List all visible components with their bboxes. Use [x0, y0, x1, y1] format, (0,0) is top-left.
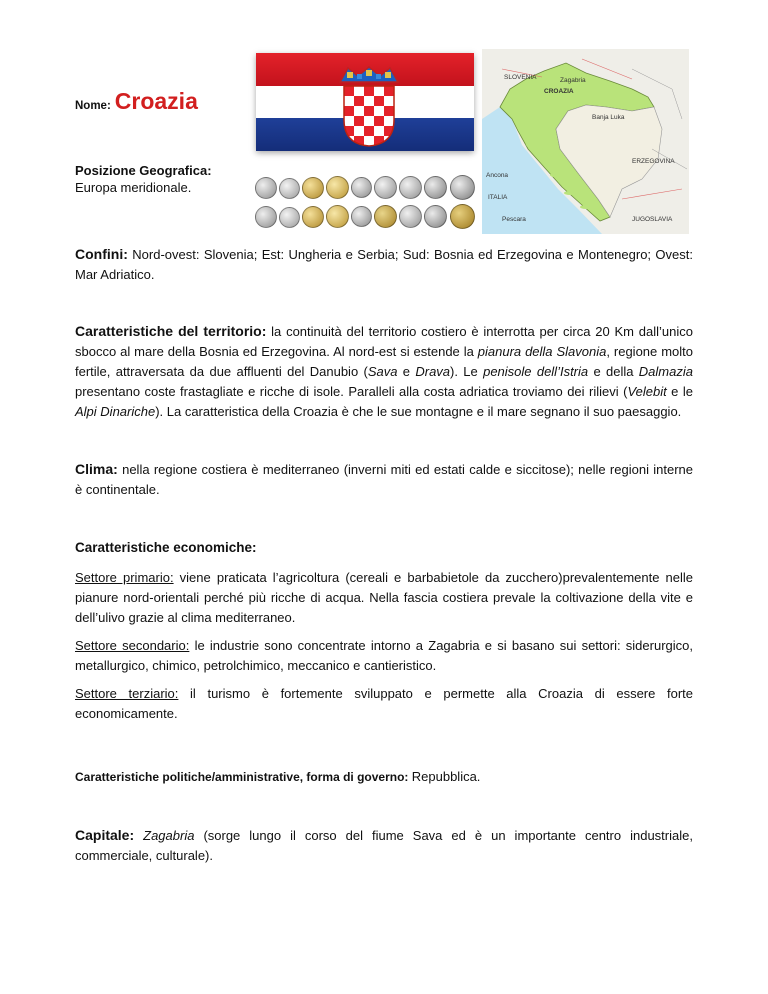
- confini-label: Confini:: [75, 246, 128, 262]
- economia-heading: Caratteristiche economiche:: [75, 540, 257, 555]
- territorio-italic-istria: penisole dell’Istria: [483, 364, 589, 379]
- map-label-italia: ITALIA: [488, 194, 508, 201]
- map-label-banja-luka: Banja Luka: [592, 114, 625, 121]
- settore-terziario-label: Settore terziario:: [75, 686, 179, 701]
- map-label-erzegovina: ERZEGOVINA: [632, 158, 675, 165]
- territorio-text-4: ). Le: [450, 364, 484, 379]
- politica-label: Caratteristiche politiche/amministrative, forma di governo:: [75, 770, 409, 784]
- map-label-ancona: Ancona: [486, 172, 509, 179]
- territorio-italic-velebit: Velebit: [627, 384, 667, 399]
- politica-value: Repubblica.: [411, 769, 481, 784]
- clima-text: nella regione costiera è mediterraneo (inverni miti ed estati calde e siccitose); nelle regioni interne è continentale.: [75, 462, 693, 497]
- croatia-map-image: [482, 49, 689, 234]
- settore-secondario-text: le industrie sono concentrate intorno a Zagabria e si basano sui settori: siderurgico, metallurgico, chimico, petrolchimico, meccanico e cantieristico.: [75, 638, 693, 673]
- settore-terziario-text: il turismo è fortemente sviluppato e permette alla Croazia di essere forte economicamente.: [75, 686, 694, 721]
- posizione-value: Europa meridionale.: [75, 180, 192, 195]
- territorio-text-8: ). La caratteristica della Croazia è che le sue montagne e il mare segnano il suo paesaggio.: [155, 404, 682, 419]
- territorio-text-3: e: [397, 364, 416, 379]
- settore-secondario-label: Settore secondario:: [75, 638, 190, 653]
- nome-label: Nome:: [75, 100, 111, 112]
- capitale-paragraph: [75, 825, 693, 866]
- clima-paragraph: [75, 459, 693, 500]
- territorio-italic-alpi-dinariche: Alpi Dinariche: [75, 404, 156, 419]
- map-label-jugoslavia: JUGOSLAVIA: [632, 216, 673, 223]
- territorio-text-7: e le: [666, 384, 693, 399]
- settore-secondario-paragraph: [75, 636, 693, 676]
- territorio-italic-sava: Sava: [367, 364, 398, 379]
- map-label-slovenia: SLOVENIA: [504, 74, 537, 81]
- posizione-heading: Posizione Geografica:: [75, 163, 212, 178]
- map-label-zagabria: Zagabria: [560, 77, 586, 84]
- territorio-text-5: e della: [588, 364, 639, 379]
- country-name: Croazia: [114, 88, 198, 114]
- confini-text: Nord-ovest: Slovenia; Est: Ungheria e Serbia; Sud: Bosnia ed Erzegovina e Montenegro; Ovest: Mar Adriatico.: [75, 247, 693, 282]
- territorio-text-2: , regione molto fertile, attraversata da due affluenti del Danubio (: [75, 344, 693, 379]
- map-label-croazia: CROAZIA: [544, 88, 574, 95]
- settore-terziario-paragraph: [75, 684, 693, 724]
- territorio-text-6: presentano coste frastagliate e ricche di isole. Paralleli alla costa adriatica troviamo dei rilievi (: [75, 384, 628, 399]
- map-label-pescara: Pescara: [502, 216, 526, 223]
- capitale-city: Zagabria: [143, 828, 195, 843]
- settore-primario-text: viene praticata l’agricoltura (cereali e barbabietole da zucchero)prevalentemente nelle pianure nord-orientali perché più ricche di acqua. Nella fascia costiera prevale la coltivazione della vite e dell’ulivo grazie al clima mediterraneo.: [75, 570, 694, 625]
- capitale-label: Capitale:: [75, 827, 135, 843]
- politica-paragraph: [75, 767, 693, 787]
- territorio-label: Caratteristiche del territorio:: [75, 323, 267, 339]
- territorio-italic-slavonia: pianura della Slavonia: [477, 344, 607, 359]
- clima-label: Clima:: [75, 461, 118, 477]
- settore-primario-label: Settore primario:: [75, 570, 174, 585]
- territorio-paragraph: [75, 321, 693, 422]
- territorio-italic-drava: Drava: [415, 364, 451, 379]
- settore-primario-paragraph: [75, 568, 693, 628]
- capitale-text: (sorge lungo il corso del fiume Sava ed è un importante centro industriale, commerciale, culturale).: [75, 828, 693, 863]
- croatian-coat-of-arms-icon: [338, 66, 400, 148]
- country-title-row: [75, 88, 198, 115]
- territorio-text-1: la continuità del territorio costiero è interrotta per circa 20 Km dall’unico sbocco al mare della Bosnia ed Erzegovina. Al nord-est si estende la: [75, 324, 693, 359]
- territorio-italic-dalmazia: Dalmazia: [638, 364, 693, 379]
- confini-paragraph: [75, 244, 693, 285]
